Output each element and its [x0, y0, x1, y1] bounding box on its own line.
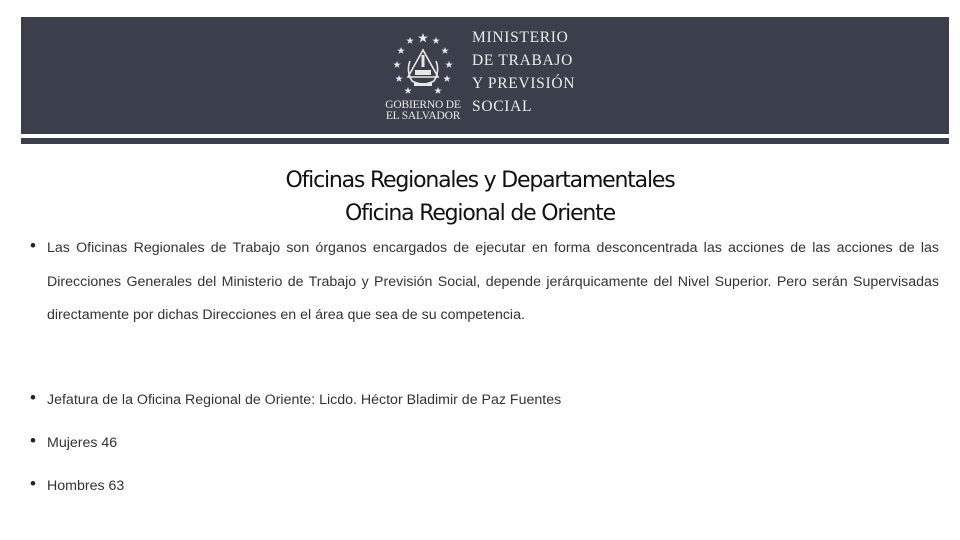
bullet-icon: •	[30, 431, 36, 450]
list-item-jefatura: Jefatura de la Oficina Regional de Oriente: Licdo. Héctor Bladimir de Paz Fuentes	[47, 392, 562, 408]
header-banner	[21, 17, 949, 134]
bullet-icon: •	[30, 474, 36, 493]
description-paragraph: Las Oficinas Regionales de Trabajo son órganos encargados de ejecutar en forma desconcentrada las acciones de las acciones de las Direcciones Generales del Ministerio de Trabajo y Previsión Social, depende jerárquicamente del Nivel Superior. Pero serán Supervisadas directamente por dichas Direcciones en el área que sea de su competencia.	[47, 240, 939, 323]
header-divider	[21, 138, 949, 144]
title-block	[0, 164, 960, 230]
list-item-mujeres: Mujeres 46	[47, 435, 118, 451]
government-label-line2: EL SALVADOR	[385, 110, 461, 122]
government-label-line1: GOBIERNO DE	[385, 99, 461, 111]
government-label	[373, 100, 473, 122]
bullet-icon: •	[30, 388, 36, 407]
ministry-line-4: SOCIAL	[472, 98, 533, 115]
page-title: Oficinas Regionales y Departamentales	[285, 168, 675, 193]
list-item-hombres: Hombres 63	[47, 478, 125, 494]
ministry-line-1: MINISTERIO	[472, 29, 569, 46]
ministry-line-2: DE TRABAJO	[472, 52, 574, 69]
ministry-line-3: Y PREVISIÓN	[472, 75, 576, 92]
bullet-icon: •	[30, 236, 36, 255]
ministry-name	[472, 26, 575, 118]
page-subtitle: Oficina Regional de Oriente	[345, 201, 615, 226]
coat-of-arms-icon	[388, 31, 458, 101]
